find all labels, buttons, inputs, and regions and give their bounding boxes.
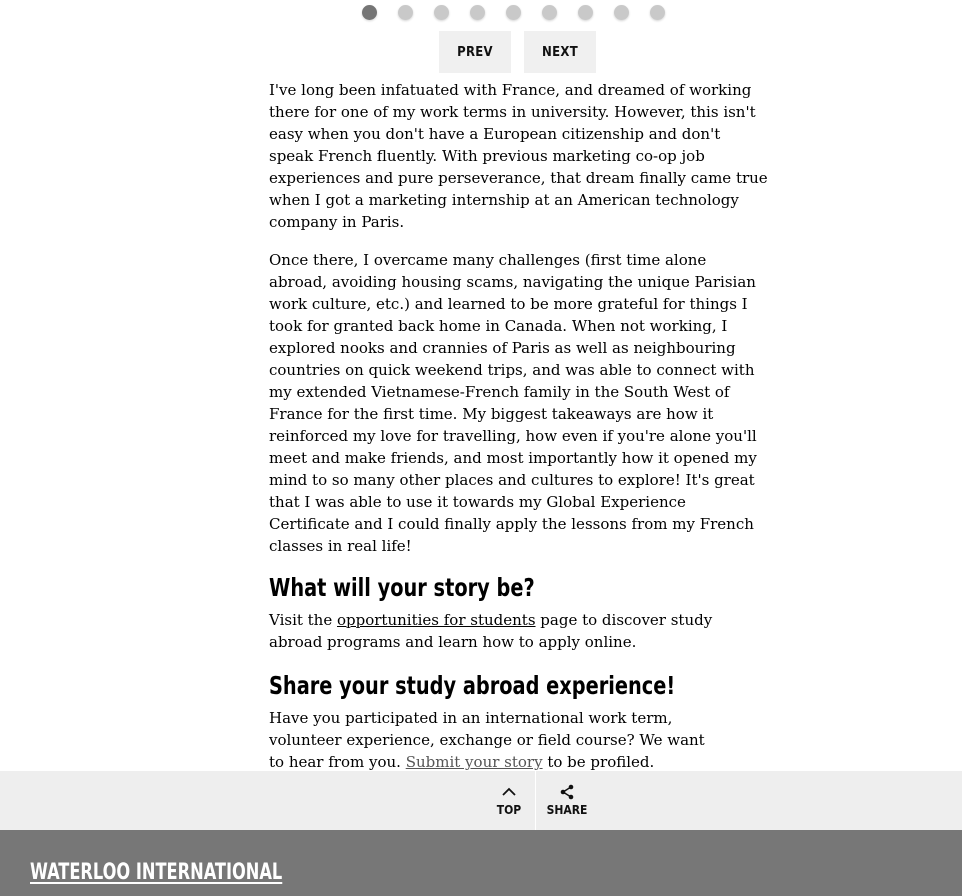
article-paragraph: [269, 609, 769, 653]
article-body: [269, 79, 769, 773]
back-to-top-button[interactable]: [484, 771, 534, 830]
carousel-dot-6[interactable]: [542, 5, 557, 20]
site-footer: [0, 830, 962, 896]
share-icon: [558, 784, 576, 800]
article-paragraph: I've long been infatuated with France, and dreamed of working there for one of my work terms in university. However, this isn't easy when you don't have a European citizenship and don't speak French fluently. With previous marketing co-op job experiences and pure perseverance, that dream finally came true when I got a marketing internship at an American technology company in Paris.: [269, 81, 768, 231]
submit-story-link[interactable]: Submit your story: [405, 753, 543, 771]
article-paragraph: [269, 707, 724, 773]
top-label: TOP: [496, 803, 522, 817]
carousel-dot-8[interactable]: [614, 5, 629, 20]
opportunities-link[interactable]: opportunities for students: [337, 611, 536, 629]
footer-brand-link[interactable]: WATERLOO INTERNATIONAL: [30, 860, 283, 885]
carousel-dot-7[interactable]: [578, 5, 593, 20]
chevron-up-icon: [500, 784, 518, 800]
text-segment: Visit the: [269, 611, 337, 629]
text-segment: page to discover study abroad programs and learn how to apply online.: [269, 611, 713, 651]
text-segment: to be profiled.: [542, 753, 655, 771]
carousel-dot-3[interactable]: [434, 5, 449, 20]
carousel-dot-9[interactable]: [650, 5, 665, 20]
article-paragraph: Once there, I overcame many challenges (first time alone abroad, avoiding housing scams, navigating the unique Parisian work culture, etc.) and learned to be more grateful for things I took for granted back home in Canada. When not working, I explored nooks and crannies of Paris as well as neighbouring countries on quick weekend trips, and was able to connect with my extended Vietnamese-French family in the South West of France for the first time. My biggest takeaways are how it reinforced my love for travelling, how even if you're alone you'll meet and make friends, and most importantly how it opened my mind to so many other places and cultures to explore! It's great that I was able to use it towards my Global Experience Certificate and I could finally apply the lessons from my French classes in real life!: [269, 251, 757, 555]
carousel-dot-1[interactable]: [362, 5, 377, 20]
section-heading: Share your study abroad experience!: [269, 671, 676, 700]
share-button[interactable]: [536, 771, 598, 830]
carousel-dot-2[interactable]: [398, 5, 413, 20]
carousel-dot-4[interactable]: [470, 5, 485, 20]
prev-button[interactable]: PREV: [439, 31, 511, 73]
share-label: SHARE: [546, 803, 588, 817]
carousel-dot-5[interactable]: [506, 5, 521, 20]
carousel-dots: [0, 5, 962, 21]
footer-action-bar: [0, 771, 962, 830]
section-heading: What will your story be?: [269, 573, 535, 602]
text-segment: Have you participated in an international work term, volunteer experience, exchange or field course? We want to hear from you.: [269, 709, 705, 771]
next-button[interactable]: NEXT: [524, 31, 596, 73]
